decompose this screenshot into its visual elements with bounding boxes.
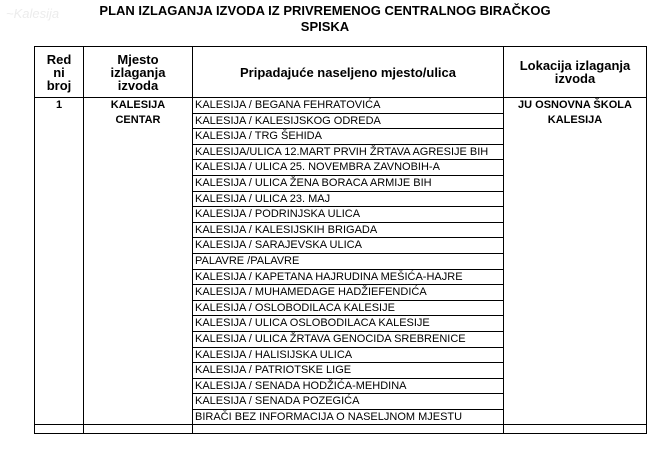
- list-item: KALESIJA / SENADA POZEGIĆA: [193, 394, 503, 410]
- list-item: KALESIJA / ULICA OSLOBODILACA KALESIJE: [193, 316, 503, 332]
- street-list: [193, 98, 504, 425]
- list-item: KALESIJA / HALISIJSKA ULICA: [193, 348, 503, 364]
- list-item: KALESIJA / MUHAMEDAGE HADŽIEFENDIĆA: [193, 285, 503, 301]
- list-item: KALESIJA / BEGANA FEHRATOVIĆA: [193, 98, 503, 114]
- list-item: KALESIJA / PODRINJSKA ULICA: [193, 207, 503, 223]
- list-item: KALESIJA / KAPETANA HAJRUDINA MEŠIĆA-HAJRE: [193, 270, 503, 286]
- list-item: KALESIJA / TRG ŠEHIDA: [193, 129, 503, 145]
- header-red-ni-broj: Red ni broj: [35, 47, 84, 98]
- list-item: KALESIJA / KALESIJSKOG ODREDA: [193, 114, 503, 130]
- list-item: KALESIJA / SARAJEVSKA ULICA: [193, 238, 503, 254]
- table-row-next: [35, 425, 647, 434]
- header-lokacija: Lokacija izlaganja izvoda: [504, 47, 647, 98]
- list-item: KALESIJA / ULICA 25. NOVEMBRA ZAVNOBIH-A: [193, 160, 503, 176]
- list-item: KALESIJA / ULICA ŽRTAVA GENOCIDA SREBRENICE: [193, 332, 503, 348]
- list-item: KALESIJA / SENADA HODŽIĆA-MEHDINA: [193, 379, 503, 395]
- list-item: BIRAČI BEZ INFORMACIJA O NASELJNOM MJESTU: [195, 410, 463, 423]
- row-place: KALESIJA CENTAR: [84, 98, 193, 425]
- list-item: KALESIJA / ULICA 23. MAJ: [193, 192, 503, 208]
- list-item: KALESIJA/ULICA 12.MART PRVIH ŽRTAVA AGRESIJE BIH: [193, 145, 503, 161]
- row-number: 1: [35, 98, 84, 425]
- document-title-line2: SPISKA: [300, 19, 350, 34]
- list-item: KALESIJA / KALESIJSKIH BRIGADA: [193, 223, 503, 239]
- list-item: KALESIJA / PATRIOTSKE LIGE: [193, 363, 503, 379]
- table-row: [35, 98, 647, 425]
- plan-table: [34, 46, 647, 434]
- document-title: PLAN IZLAGANJA IZVODA IZ PRIVREMENOG CENTRALNOG BIRAČKOG: [99, 3, 551, 18]
- list-item: PALAVRE /PALAVRE: [193, 254, 503, 270]
- list-item: KALESIJA / OSLOBODILACA KALESIJE: [193, 301, 503, 317]
- list-item: KALESIJA / ULICA ŽENA BORACA ARMIJE BIH: [193, 176, 503, 192]
- row-location: JU OSNOVNA ŠKOLA KALESIJA: [504, 98, 647, 425]
- header-mjesto-izlaganja: Mjesto izlaganja izvoda: [84, 47, 193, 98]
- watermark: ~Kalesija: [6, 6, 60, 21]
- header-naseljeno-mjesto: Pripadajuće naseljeno mjesto/ulica: [193, 47, 504, 98]
- table-header-row: [35, 47, 647, 98]
